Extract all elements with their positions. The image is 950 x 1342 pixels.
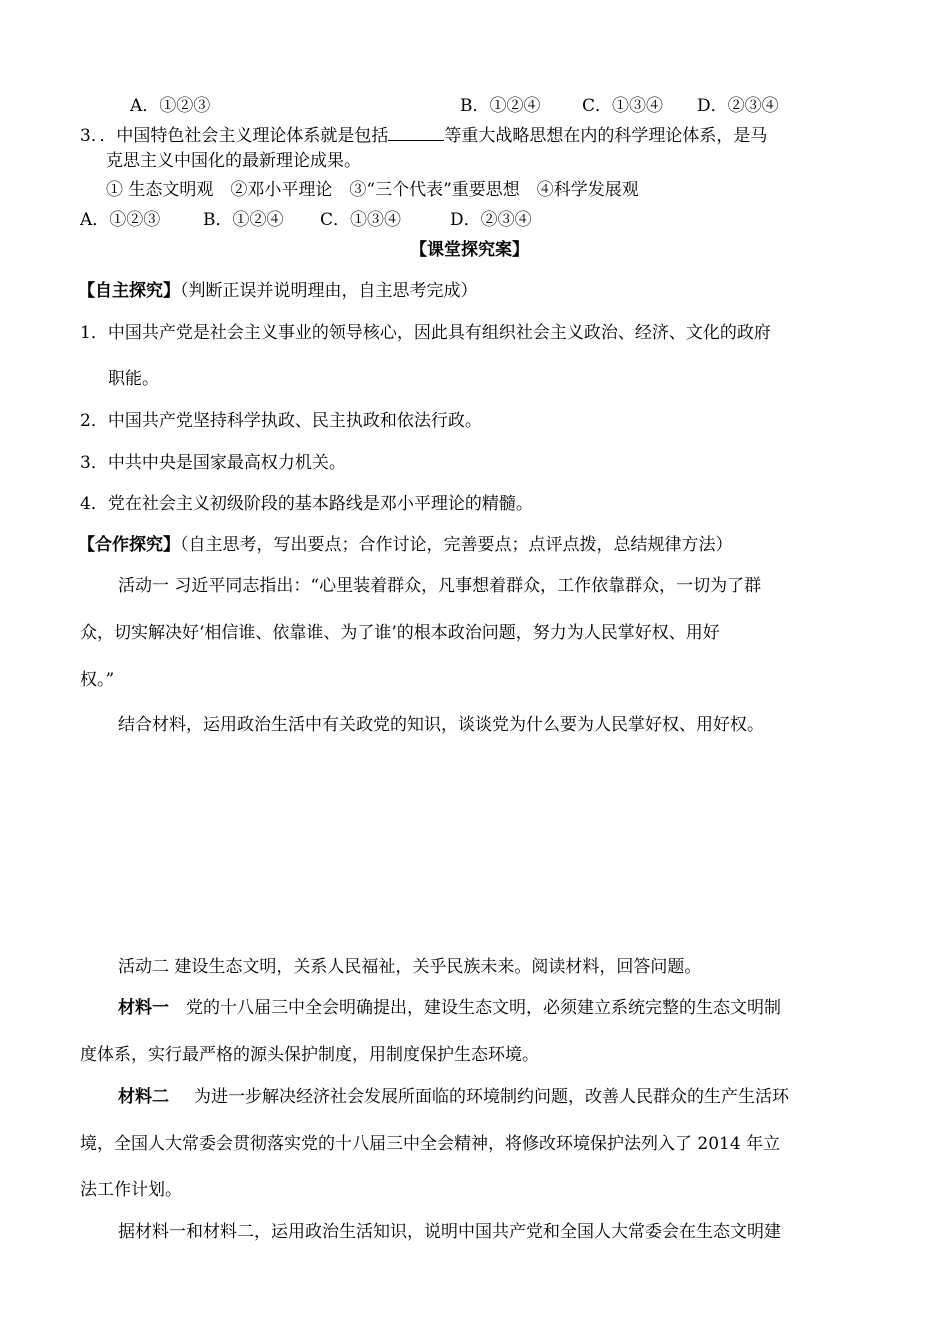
self-inquiry-item-1b: 职能。	[108, 369, 159, 389]
self-inquiry-header	[78, 279, 478, 303]
material1-label: 材料一	[118, 998, 169, 1018]
activity1-question: 结合材料，运用政治生活中有关政党的知识，谈谈党为什么要为人民掌好权、用好权。	[118, 715, 764, 735]
coop-inquiry-heading: 【合作探究】	[78, 535, 180, 555]
q3-stem-prefix: 3．．中国特色社会主义理论体系就是包括	[80, 126, 389, 146]
activity2-intro: 活动二 建设生态文明，关系人民福祉，关乎民族未来。阅读材料，回答问题。	[118, 957, 702, 977]
q3-option-c: C．①③④	[320, 210, 402, 230]
material1-line2: 度体系，实行最严格的源头保护制度，用制度保护生态环境。	[80, 1045, 539, 1065]
q3-option-d: D．②③④	[450, 210, 532, 230]
q3-option-b: B．①②④	[203, 210, 284, 230]
material2-line2: 境，全国人大常委会贯彻落实党的十八届三中全会精神，将修改环境保护法列入了 2014 年立	[80, 1134, 781, 1154]
self-inquiry-heading: 【自主探究】	[78, 281, 180, 301]
self-inquiry-item-3: 3．中共中央是国家最高权力机关。	[80, 453, 346, 473]
q2-option-c: C．①③④	[582, 96, 664, 116]
self-inquiry-note: （判断正误并说明理由，自主思考完成）	[180, 281, 478, 301]
material1-text: 党的十八届三中全会明确提出，建设生态文明，必须建立系统完整的生态文明制	[186, 998, 781, 1018]
self-inquiry-item-2: 2．中国共产党坚持科学执政、民主执政和依法行政。	[80, 411, 482, 431]
final-question: 据材料一和材料二，运用政治生活知识，说明中国共产党和全国人大常委会在生态文明建	[118, 1222, 781, 1242]
q2-option-b: B．①②④	[460, 96, 541, 116]
q3-option-a: A．①②③	[80, 210, 161, 230]
section-title: 【课堂探究案】	[410, 240, 529, 260]
q3-blank	[388, 122, 444, 141]
self-inquiry-item-4: 4．党在社会主义初级阶段的基本路线是邓小平理论的精髓。	[80, 494, 533, 514]
material2-line1	[118, 1085, 789, 1109]
activity1-line3: 权。”	[80, 670, 115, 690]
q3-stem-line2: 克思主义中国化的最新理论成果。	[106, 151, 361, 171]
material2-text: 为进一步解决经济社会发展所面临的环境制约问题，改善人民群众的生产生活环	[194, 1087, 789, 1107]
self-inquiry-item-1a: 1．中国共产党是社会主义事业的领导核心，因此具有组织社会主义政治、经济、文化的政府	[80, 323, 771, 343]
coop-inquiry-note: （自主思考，写出要点；合作讨论，完善要点；点评点拨，总结规律方法）	[180, 535, 733, 555]
material1-line1	[118, 996, 781, 1020]
material2-line3: 法工作计划。	[80, 1180, 182, 1200]
coop-inquiry-header	[78, 533, 733, 557]
q3-items: ① 生态文明观 ②邓小平理论 ③“三个代表”重要思想 ④科学发展观	[106, 180, 639, 200]
q3-stem-line1	[80, 122, 767, 148]
q2-option-a: A．①②③	[130, 96, 211, 116]
q2-option-d: D．②③④	[697, 96, 779, 116]
q3-stem-suffix: 等重大战略思想在内的科学理论体系，是马	[444, 126, 768, 146]
activity1-line2: 众，切实解决好‘相信谁、依靠谁、为了谁’的根本政治问题，努力为人民掌好权、用好	[80, 623, 720, 643]
material2-label: 材料二	[118, 1087, 169, 1107]
activity1-line1: 活动一 习近平同志指出：“心里装着群众，凡事想着群众，工作依靠群众，一切为了群	[118, 576, 762, 596]
